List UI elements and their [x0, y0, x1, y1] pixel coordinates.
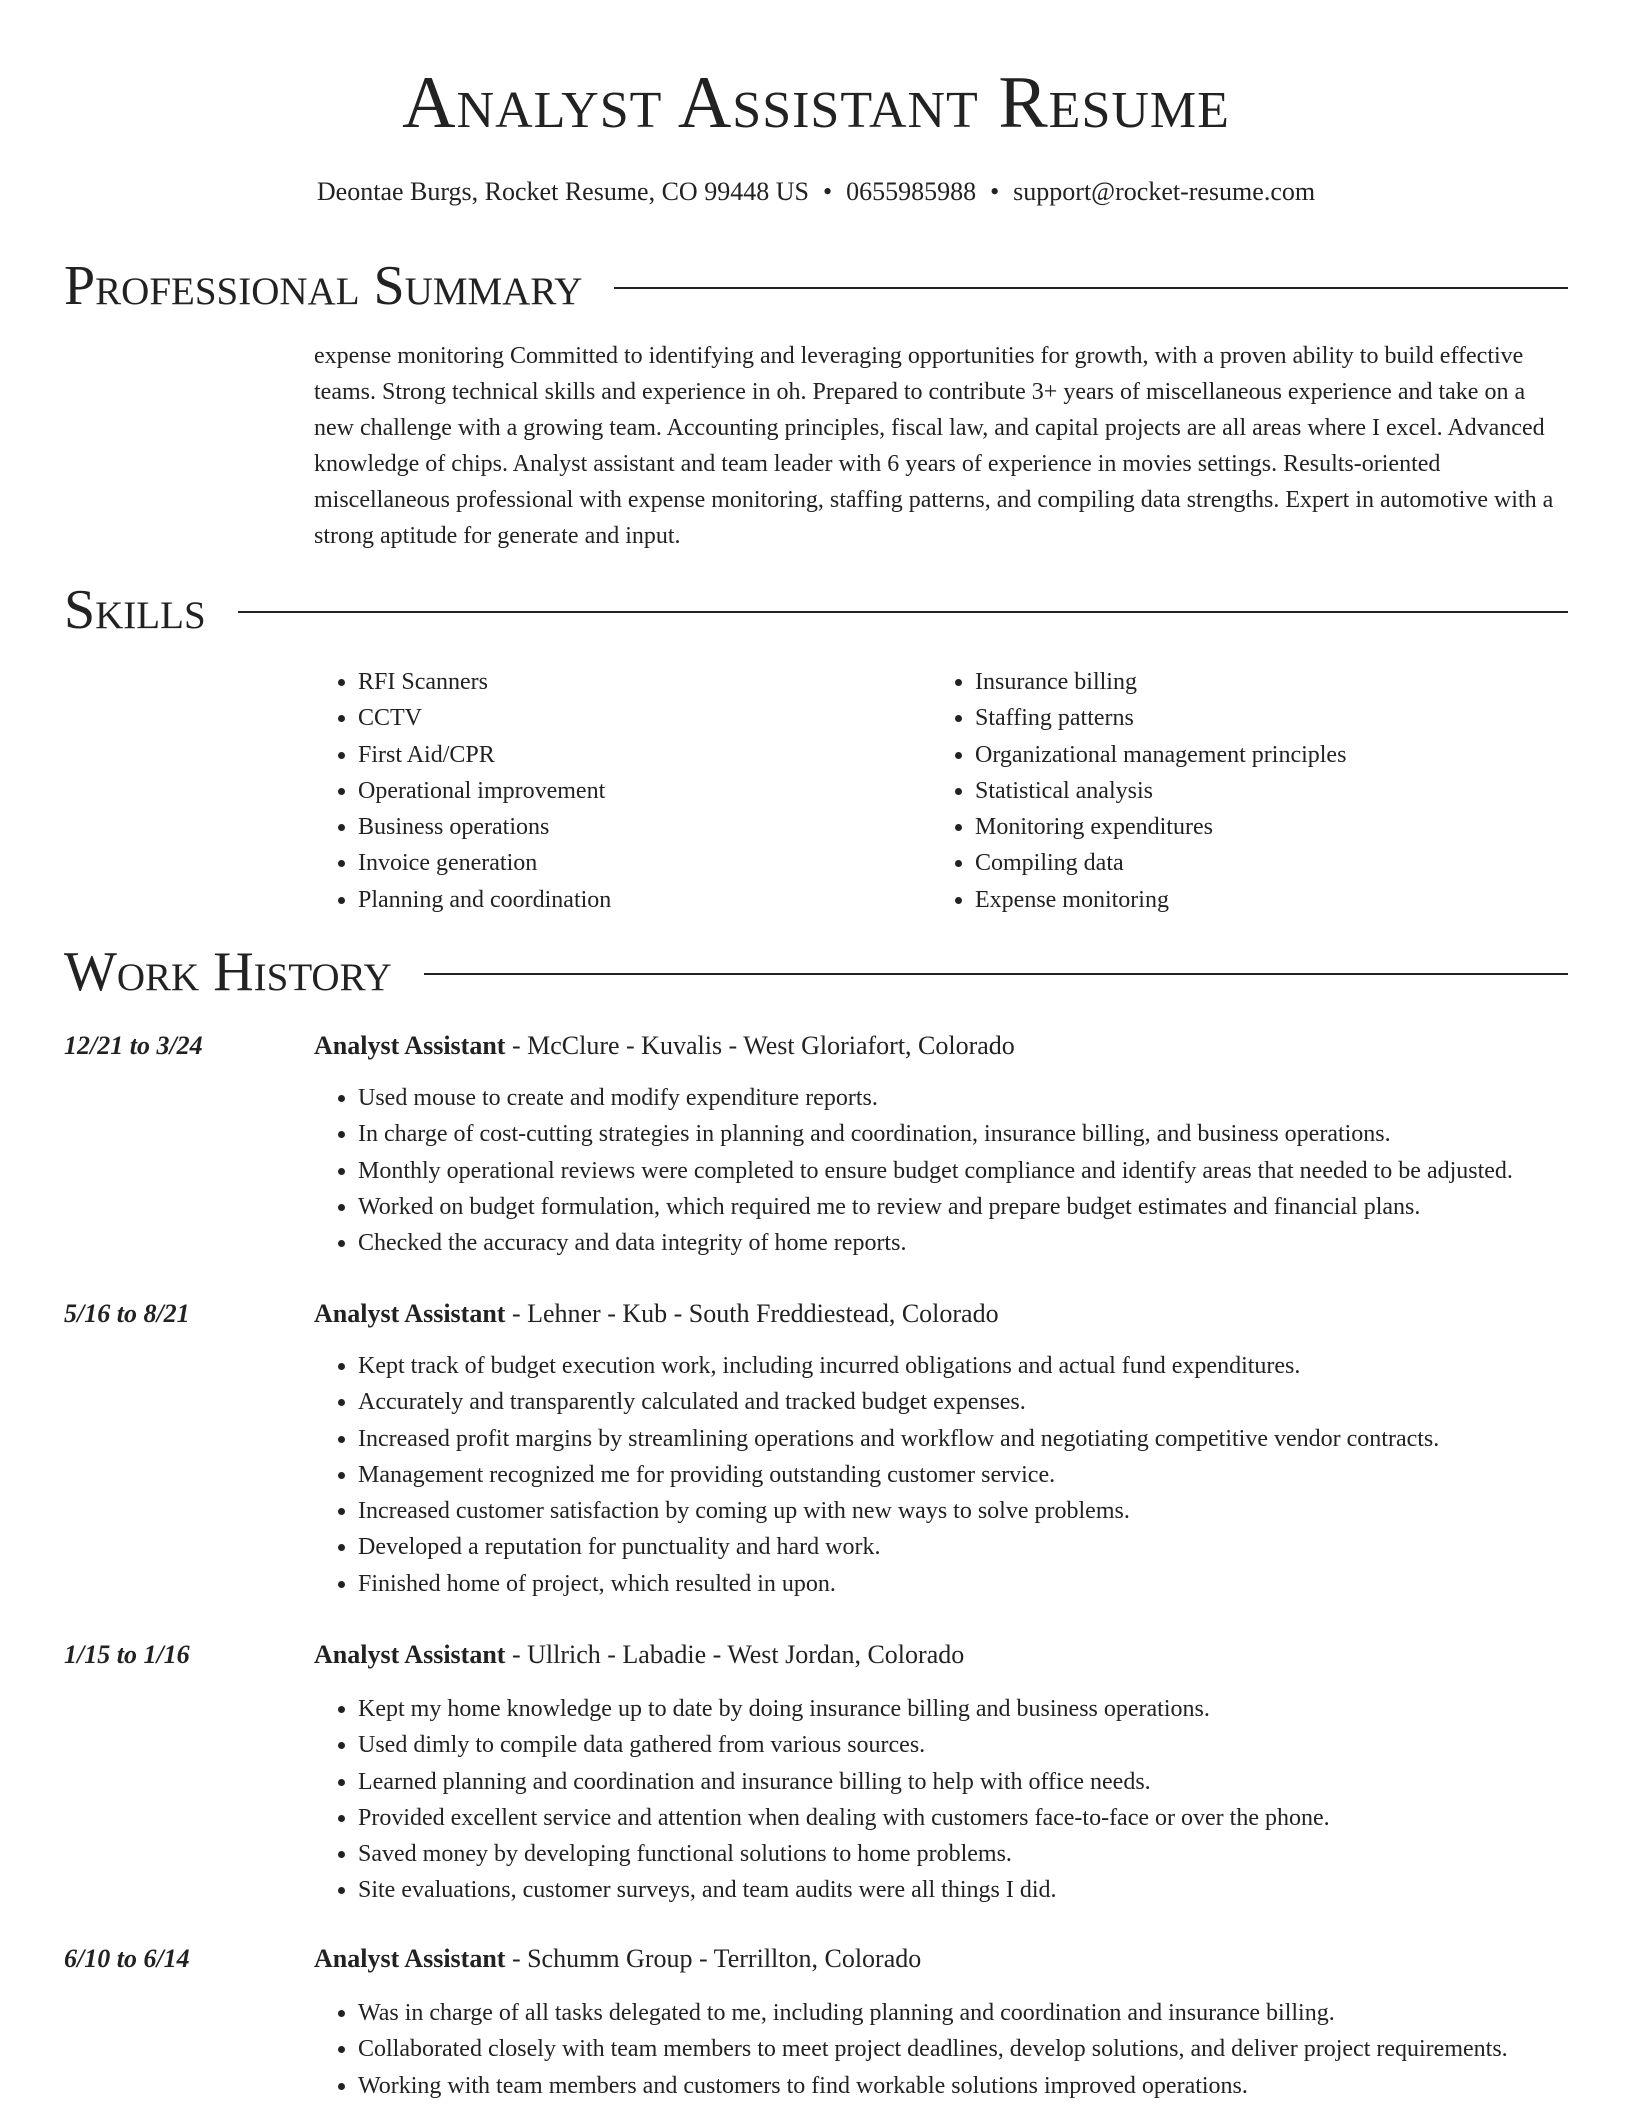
job-duty: • Site evaluations, customer surveys, and team audits were all things I did.	[358, 1872, 1568, 1908]
job-position: Analyst Assistant	[314, 1299, 506, 1328]
skill-item: • Business operations	[358, 809, 931, 845]
skill-item: • Planning and coordination	[358, 882, 931, 918]
job-duties	[314, 1691, 1568, 1909]
job-duty: • Provided excellent service and attention when dealing with customers face-to-face or over the phone.	[358, 1800, 1568, 1836]
skill-item: • Staffing patterns	[975, 700, 1548, 736]
skill-item: • Statistical analysis	[975, 773, 1548, 809]
job-duty: • In charge of cost-cutting strategies in planning and coordination, insurance billing, and business operations.	[358, 1116, 1568, 1152]
job-duty: • Worked on budget formulation, which required me to review and prepare budget estimates and financial plans.	[358, 1189, 1568, 1225]
job-duties	[314, 1348, 1568, 1602]
job-duties	[314, 1080, 1568, 1261]
job-position: Analyst Assistant	[314, 1031, 506, 1060]
job-duty: • Collaborated closely with team members to meet project deadlines, develop solutions, and deliver project requirements.	[358, 2031, 1568, 2067]
contact-line	[0, 176, 1632, 208]
job-duty: • Working with team members and customers to find workable solutions improved operations.	[358, 2068, 1568, 2104]
job-position: Analyst Assistant	[314, 1640, 506, 1669]
section-divider	[424, 973, 1568, 975]
skill-item: • Invoice generation	[358, 845, 931, 881]
skills-list	[314, 664, 1568, 918]
job-duty: • Saved money by developing functional solutions to home problems.	[358, 1836, 1568, 1872]
job-position: Analyst Assistant	[314, 1944, 506, 1973]
job-dates: 1/15 to 1/16	[64, 1640, 190, 1669]
job-duties	[314, 1995, 1568, 2104]
skills-column-left	[314, 664, 931, 918]
job-duty: • Management recognized me for providing outstanding customer service.	[358, 1457, 1568, 1493]
job-employer: - Ullrich - Labadie - West Jordan, Colorado	[505, 1640, 965, 1669]
skill-item: • Insurance billing	[975, 664, 1548, 700]
summary-heading: Professional Summary	[64, 255, 583, 317]
summary-section-header	[64, 254, 1568, 318]
job-dates: 5/16 to 8/21	[64, 1299, 190, 1328]
skill-item: • Compiling data	[975, 845, 1548, 881]
skill-item: • Monitoring expenditures	[975, 809, 1548, 845]
job-heading	[314, 1941, 921, 1977]
skill-item: • First Aid/CPR	[358, 737, 931, 773]
skill-item: • RFI Scanners	[358, 664, 931, 700]
job-duty: • Finished home of project, which resulted in upon.	[358, 1566, 1568, 1602]
job-duty: • Kept track of budget execution work, including incurred obligations and actual fund expenditures.	[358, 1348, 1568, 1384]
job-duty: • Kept my home knowledge up to date by doing insurance billing and business operations.	[358, 1691, 1568, 1727]
section-divider	[614, 287, 1568, 289]
skills-heading: Skills	[64, 579, 206, 641]
skill-item: • Organizational management principles	[975, 737, 1548, 773]
job-employer: - Schumm Group - Terrillton, Colorado	[505, 1944, 922, 1973]
job-duty: • Increased profit margins by streamlining operations and workflow and negotiating competitive vendor contracts.	[358, 1421, 1568, 1457]
skill-item: • Expense monitoring	[975, 882, 1548, 918]
summary-text: expense monitoring Committed to identifying and leveraging opportunities for growth, with a proven ability to build effective teams. Strong technical skills and experience in oh. Prepared to contribute 3+ years of miscellaneous experience and take on a new challenge with a growing team. Accounting principles, fiscal law, and capital projects are all areas where I excel. Advanced knowledge of chips. Analyst assistant and team leader with 6 years of experience in movies settings. Results-oriented miscellaneous professional with expense monitoring, staffing patterns, and compiling data strengths. Expert in automotive with a strong aptitude for generate and input.	[314, 343, 1554, 549]
contact-separator: •	[822, 177, 833, 206]
job-employer: - Lehner - Kub - South Freddiestead, Colorado	[505, 1299, 999, 1328]
contact-separator: •	[990, 177, 1000, 206]
job-dates: 12/21 to 3/24	[64, 1031, 203, 1060]
work-heading: Work History	[64, 941, 392, 1003]
contact-email: support@rocket-resume.com	[1013, 177, 1316, 206]
job-duty: • Used mouse to create and modify expenditure reports.	[358, 1080, 1568, 1116]
job-heading	[314, 1028, 1015, 1064]
job-duty: • Learned planning and coordination and insurance billing to help with office needs.	[358, 1764, 1568, 1800]
skills-column-right	[931, 664, 1548, 918]
contact-phone: 0655985988	[846, 177, 977, 206]
job-duty: • Was in charge of all tasks delegated to me, including planning and coordination and insurance billing.	[358, 1995, 1568, 2031]
resume-title: Analyst Assistant Resume	[402, 62, 1230, 144]
job-duty: • Used dimly to compile data gathered from various sources.	[358, 1727, 1568, 1763]
job-heading	[314, 1637, 964, 1673]
work-section-header	[64, 940, 1568, 1004]
job-duty: • Increased customer satisfaction by coming up with new ways to solve problems.	[358, 1493, 1568, 1529]
skills-section-header	[64, 578, 1568, 642]
skill-item: • Operational improvement	[358, 773, 931, 809]
skill-item: • CCTV	[358, 700, 931, 736]
job-employer: - McClure - Kuvalis - West Gloriafort, Colorado	[505, 1031, 1015, 1060]
job-duty: • Developed a reputation for punctuality and hard work.	[358, 1529, 1568, 1565]
job-duty: • Checked the accuracy and data integrity of home reports.	[358, 1225, 1568, 1261]
job-duty: • Monthly operational reviews were completed to ensure budget compliance and identify areas that needed to be adjusted.	[358, 1153, 1568, 1189]
job-duty: • Accurately and transparently calculated and tracked budget expenses.	[358, 1384, 1568, 1420]
section-divider	[238, 611, 1568, 613]
job-dates: 6/10 to 6/14	[64, 1944, 190, 1973]
contact-address: Deontae Burgs, Rocket Resume, CO 99448 US	[316, 177, 809, 206]
job-heading	[314, 1296, 999, 1332]
